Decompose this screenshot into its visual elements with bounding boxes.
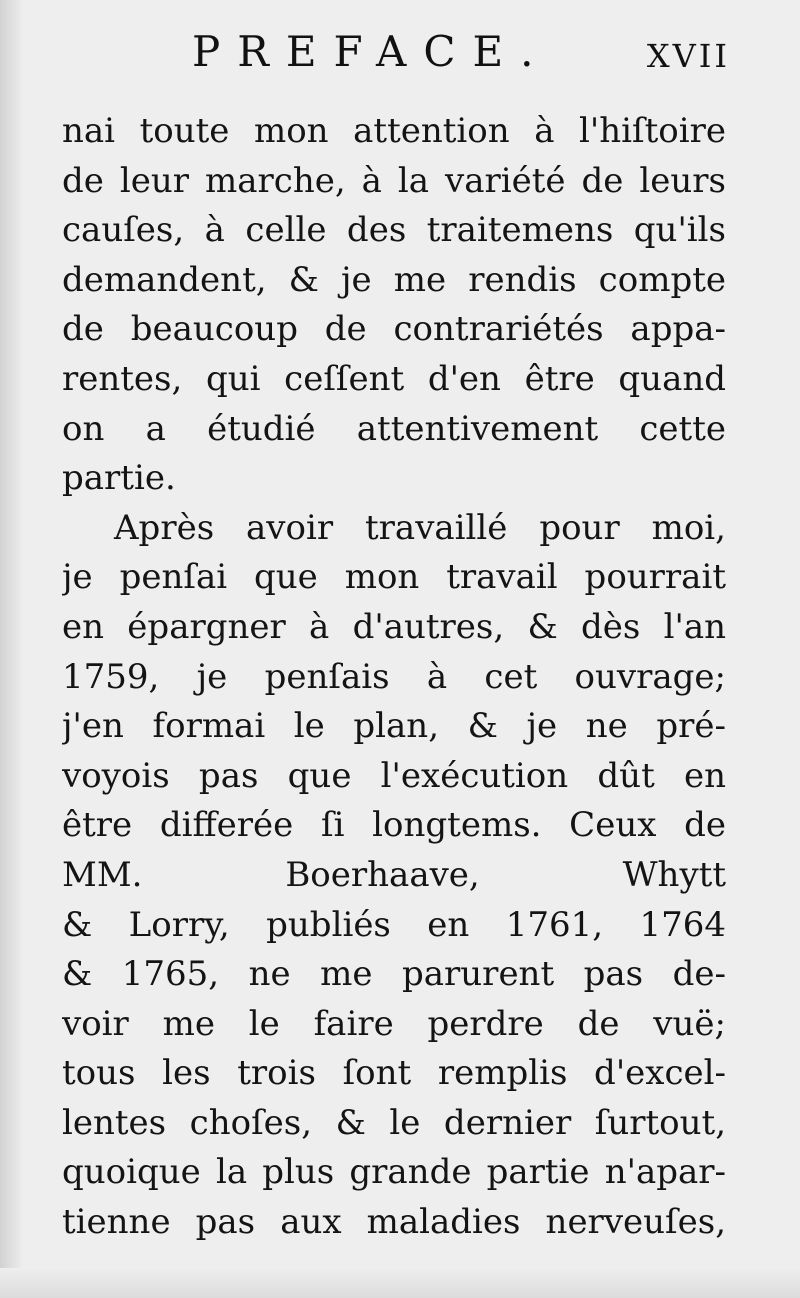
page-number: XVII — [646, 37, 730, 75]
page-gutter-shadow — [0, 0, 22, 1298]
text-line: voyois pas que l'exécution dût en — [62, 755, 726, 796]
page-bottom-shadow — [0, 1268, 800, 1298]
text-line: être differée ſi longtems. Ceux de — [62, 805, 726, 846]
text-line: & 1765, ne me parurent pas de- — [62, 954, 726, 995]
text-line: tous les trois ſont remplis d'excel- — [62, 1053, 726, 1094]
text-line: partie. — [62, 458, 176, 499]
paragraph-first-line: Après avoir travaillé pour moi, — [114, 507, 726, 548]
text-line: tienne pas aux maladies nerveuſes, — [62, 1202, 726, 1243]
text-line: on a étudié attentivement cette — [62, 408, 726, 449]
text-line: en épargner à d'autres, & dès l'an — [62, 606, 726, 647]
text-line: lentes choſes, & le dernier ſurtout, — [62, 1102, 726, 1143]
body-text — [62, 107, 726, 1248]
text-line: quoique la plus grande partie n'apar- — [62, 1152, 726, 1193]
text-line: 1759, je penſais à cet ouvrage; — [62, 656, 726, 697]
text-line: j'en formai le plan, & je ne pré- — [62, 706, 726, 747]
text-line: cauſes, à celle des traitemens qu'ils — [62, 210, 726, 251]
text-line: nai toute mon attention à l'hiſtoire — [62, 111, 726, 151]
running-head: PREFACE. — [192, 27, 551, 76]
text-line: demandent, & je me rendis compte — [62, 259, 726, 300]
text-line: rentes, qui ceſſent d'en être quand — [62, 358, 726, 399]
text-line: MM. Boerhaave, Whytt — [62, 854, 726, 895]
text-line: voir me le faire perdre de vuë; — [62, 1003, 726, 1044]
text-line: & Lorry, publiés en 1761, 1764 — [62, 904, 726, 945]
text-line: je penſai que mon travail pourrait — [62, 557, 726, 598]
text-line: de beaucoup de contrariétés appa- — [62, 309, 726, 350]
page-header — [60, 22, 730, 82]
text-line: de leur marche, à la variété de leurs — [62, 160, 726, 201]
